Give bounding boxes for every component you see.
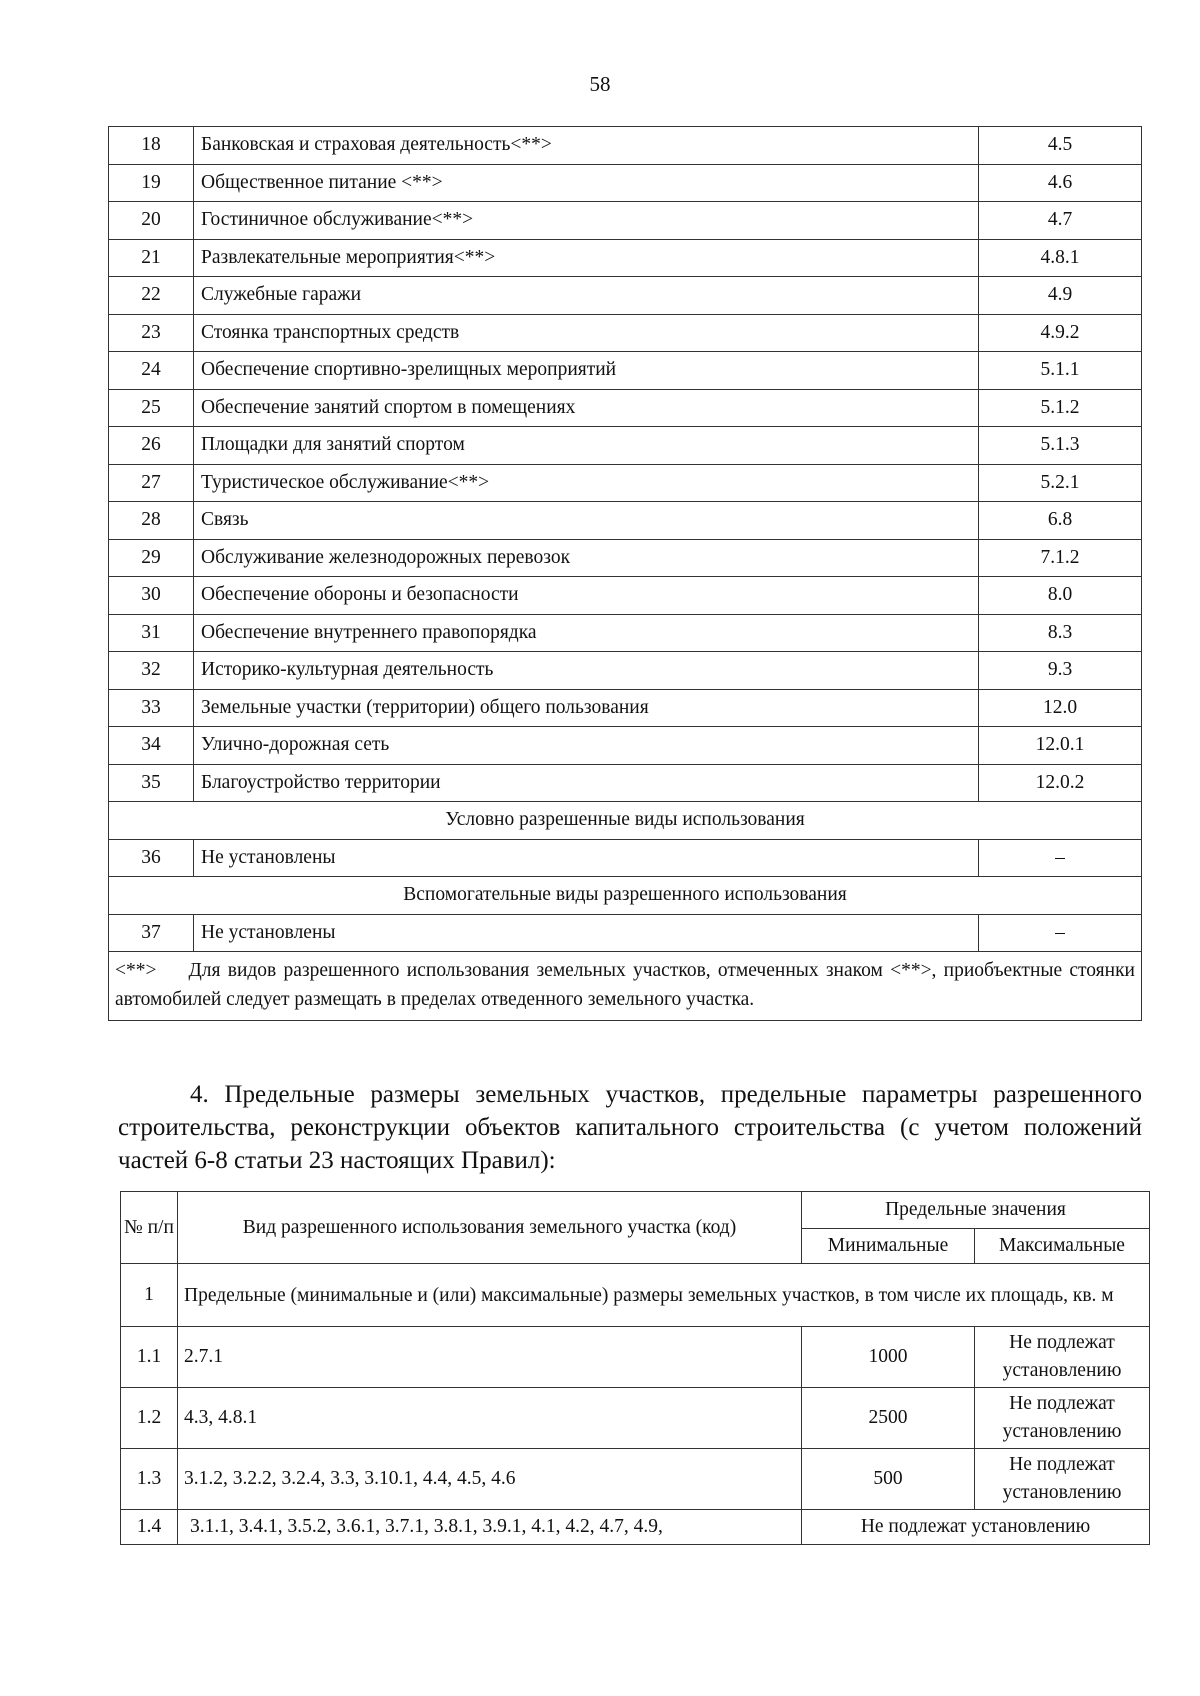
table-row: [109, 464, 1142, 502]
use-type-codes: 3.1.1, 3.4.1, 3.5.2, 3.6.1, 3.7.1, 3.8.1, 3.9.1, 4.1, 4.2, 4.7, 4.9,: [178, 1510, 802, 1545]
use-type-codes: 3.1.2, 3.2.2, 3.2.4, 3.3, 3.10.1, 4.4, 4.5, 4.6: [178, 1449, 802, 1510]
use-type-name: Благоустройство территории: [194, 764, 979, 802]
table-row: [121, 1264, 1150, 1327]
row-number: 35: [109, 764, 194, 802]
table-row: [109, 127, 1142, 165]
row-number: 1: [121, 1264, 178, 1327]
use-type-code: 9.3: [979, 652, 1142, 690]
use-type-codes: 2.7.1: [178, 1327, 802, 1388]
table-row: [109, 952, 1142, 1021]
use-type-code: 4.5: [979, 127, 1142, 165]
table-row: [109, 164, 1142, 202]
row-number: 30: [109, 577, 194, 615]
land-use-types-table: [108, 126, 1142, 1021]
table-row: [109, 539, 1142, 577]
use-type-code: 12.0: [979, 689, 1142, 727]
table-row: [121, 1388, 1150, 1449]
table-row: [109, 727, 1142, 765]
limit-parameters-table: [120, 1191, 1150, 1545]
use-type-code: 8.3: [979, 614, 1142, 652]
use-type-code: 4.9: [979, 277, 1142, 315]
table-row: [109, 614, 1142, 652]
use-type-code: 7.1.2: [979, 539, 1142, 577]
row-number: 1.4: [121, 1510, 178, 1545]
use-type-code: 4.7: [979, 202, 1142, 240]
table-row: [109, 689, 1142, 727]
footnote-mark: <**>: [115, 960, 157, 981]
use-type-name: Земельные участки (территории) общего пользования: [194, 689, 979, 727]
table-row: [109, 502, 1142, 540]
use-type-name: Улично-дорожная сеть: [194, 727, 979, 765]
header-minimum: Минимальные: [802, 1229, 975, 1264]
row-number: 25: [109, 389, 194, 427]
minimum-value: 1000: [802, 1327, 975, 1388]
row-number: 18: [109, 127, 194, 165]
row-number: 27: [109, 464, 194, 502]
maximum-value: Не подлежат установлению: [975, 1327, 1150, 1388]
row-number: 23: [109, 314, 194, 352]
use-type-code: 8.0: [979, 577, 1142, 615]
use-type-name: Банковская и страховая деятельность<**>: [194, 127, 979, 165]
row-number: 37: [109, 914, 194, 952]
row-number: 1.1: [121, 1327, 178, 1388]
use-type-name: Обеспечение занятий спортом в помещениях: [194, 389, 979, 427]
row-number: 21: [109, 239, 194, 277]
table-header-row: [121, 1192, 1150, 1229]
row-number: 24: [109, 352, 194, 390]
use-type-name: Обеспечение обороны и безопасности: [194, 577, 979, 615]
table-row: [109, 202, 1142, 240]
use-type-code: 4.6: [979, 164, 1142, 202]
row-number: 1.2: [121, 1388, 178, 1449]
use-type-code: 5.1.1: [979, 352, 1142, 390]
limit-values: Не подлежат установлению: [802, 1510, 1150, 1545]
use-type-name: Обслуживание железнодорожных перевозок: [194, 539, 979, 577]
row-number: 36: [109, 839, 194, 877]
row-number: 20: [109, 202, 194, 240]
use-type-codes: 4.3, 4.8.1: [178, 1388, 802, 1449]
table-row: [109, 389, 1142, 427]
use-type-name: Площадки для занятий спортом: [194, 427, 979, 465]
use-type-name: Не установлены: [194, 914, 979, 952]
table-row: [109, 914, 1142, 952]
use-type-code: 12.0.2: [979, 764, 1142, 802]
use-type-name: Историко-культурная деятельность: [194, 652, 979, 690]
table-row: [109, 652, 1142, 690]
header-limit-values: Предельные значения: [802, 1192, 1150, 1229]
table-row: [121, 1327, 1150, 1388]
table-row: [109, 277, 1142, 315]
table-row: [109, 877, 1142, 915]
table-row: [109, 314, 1142, 352]
auxiliary-uses-heading: Вспомогательные виды разрешенного использования: [109, 877, 1142, 915]
use-type-code: 5.1.3: [979, 427, 1142, 465]
header-use-type: Вид разрешенного использования земельного участка (код): [178, 1192, 802, 1264]
row-number: 31: [109, 614, 194, 652]
row-number: 19: [109, 164, 194, 202]
row-number: 1.3: [121, 1449, 178, 1510]
use-type-code: 4.8.1: [979, 239, 1142, 277]
use-type-code: 4.9.2: [979, 314, 1142, 352]
use-type-name: Стоянка транспортных средств: [194, 314, 979, 352]
row-number: 32: [109, 652, 194, 690]
page-number: 58: [589, 72, 611, 96]
use-type-name: Не установлены: [194, 839, 979, 877]
table-row: [109, 577, 1142, 615]
use-type-name: Гостиничное обслуживание<**>: [194, 202, 979, 240]
group-description: Предельные (минимальные и (или) максимальные) размеры земельных участков, в том числе их площадь, кв. м: [178, 1264, 1150, 1327]
use-type-name: Развлекательные мероприятия<**>: [194, 239, 979, 277]
minimum-value: 500: [802, 1449, 975, 1510]
footnote: [109, 952, 1142, 1021]
table-row: [109, 352, 1142, 390]
row-number: 29: [109, 539, 194, 577]
use-type-code: 12.0.1: [979, 727, 1142, 765]
row-number: 33: [109, 689, 194, 727]
use-type-name: Обеспечение внутреннего правопорядка: [194, 614, 979, 652]
use-type-name: Обеспечение спортивно-зрелищных мероприятий: [194, 352, 979, 390]
use-type-code: 5.1.2: [979, 389, 1142, 427]
maximum-value: Не подлежат установлению: [975, 1388, 1150, 1449]
row-number: 22: [109, 277, 194, 315]
minimum-value: 2500: [802, 1388, 975, 1449]
use-type-name: Общественное питание <**>: [194, 164, 979, 202]
row-number: 26: [109, 427, 194, 465]
use-type-code: –: [979, 914, 1142, 952]
conditional-uses-heading: Условно разрешенные виды использования: [109, 802, 1142, 840]
use-type-name: Туристическое обслуживание<**>: [194, 464, 979, 502]
maximum-value: Не подлежат установлению: [975, 1449, 1150, 1510]
table-row: [109, 764, 1142, 802]
table-row: [109, 239, 1142, 277]
table-row: [109, 427, 1142, 465]
use-type-code: 5.2.1: [979, 464, 1142, 502]
header-number: № п/п: [121, 1192, 178, 1264]
table-row: [109, 802, 1142, 840]
use-type-code: 6.8: [979, 502, 1142, 540]
use-type-code: –: [979, 839, 1142, 877]
use-type-name: Связь: [194, 502, 979, 540]
header-maximum: Максимальные: [975, 1229, 1150, 1264]
table-row: [109, 839, 1142, 877]
footnote-text: Для видов разрешенного использования земельных участков, отмеченных знаком <**>, приобъектные стоянки автомобилей следует размещать в пределах отведенного земельного участка.: [115, 960, 1135, 1010]
table-row: [121, 1510, 1150, 1545]
use-type-name: Служебные гаражи: [194, 277, 979, 315]
table-row: [121, 1449, 1150, 1510]
section-4-paragraph: 4. Предельные размеры земельных участков, предельные параметры разрешенного строительства, реконструкции объектов капитального строительства (с учетом положений частей 6-8 статьи 23 настоящих Правил):: [118, 1081, 1142, 1174]
row-number: 28: [109, 502, 194, 540]
row-number: 34: [109, 727, 194, 765]
